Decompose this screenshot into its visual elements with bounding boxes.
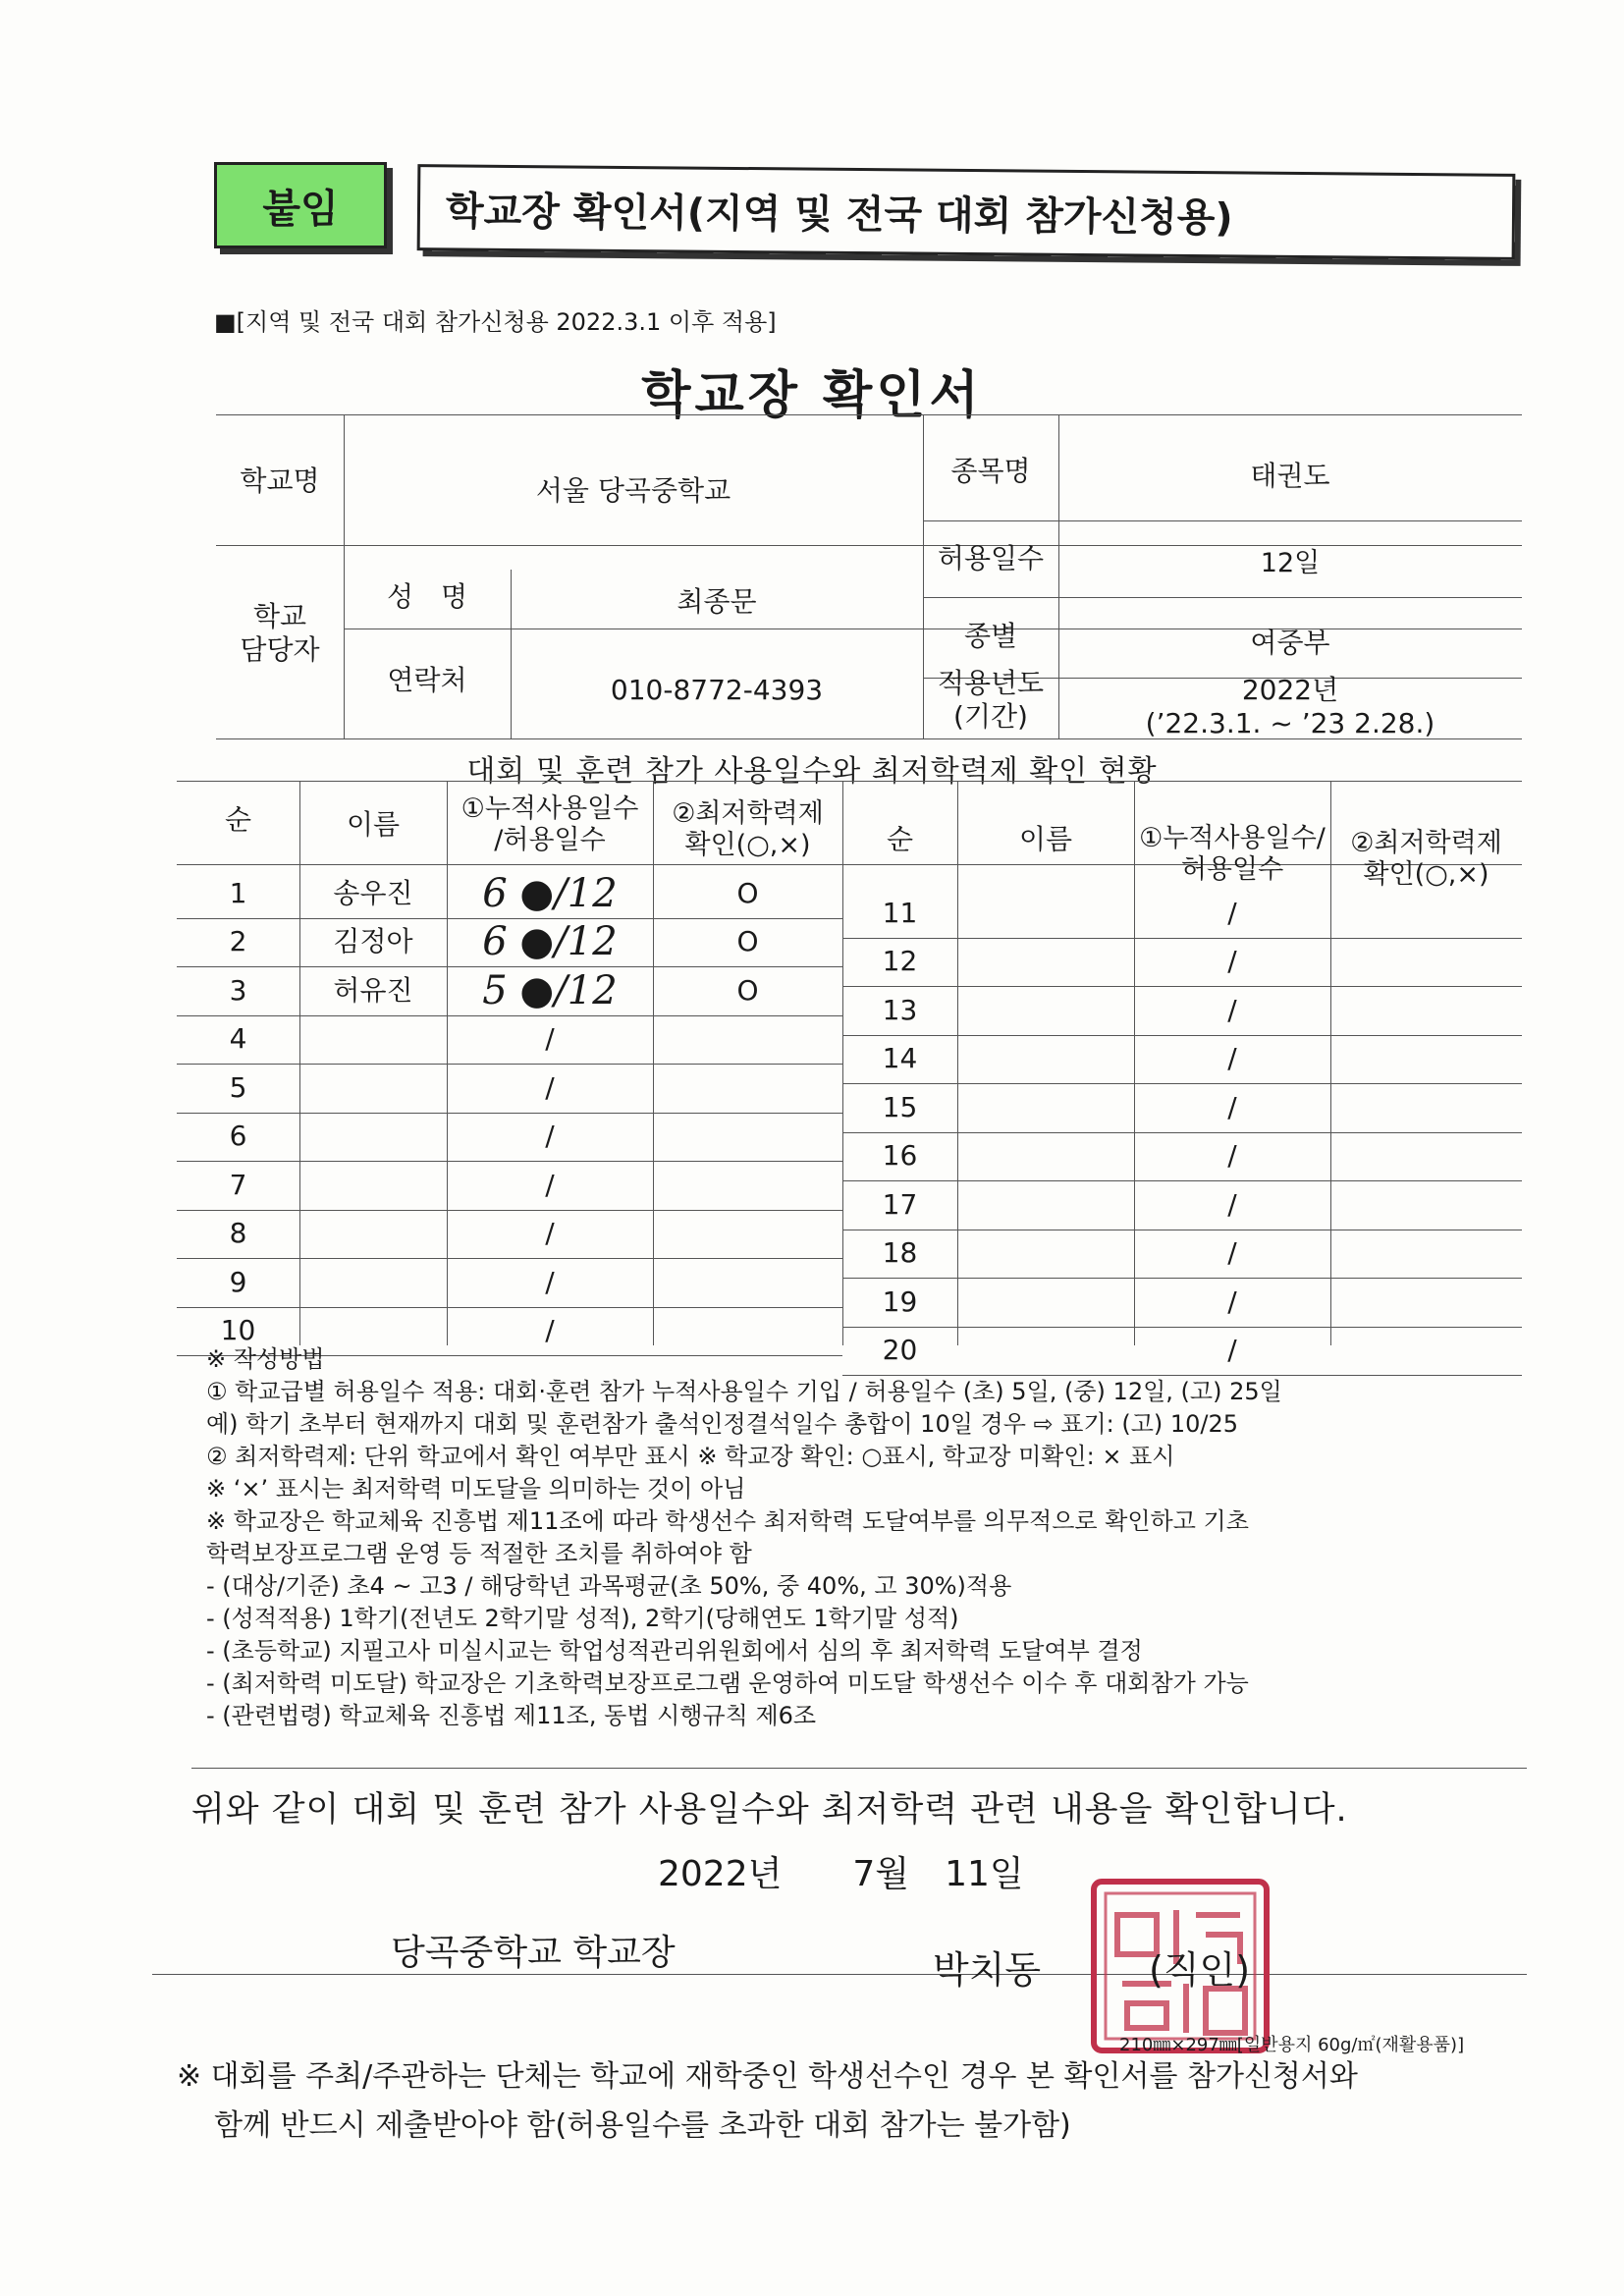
sport-label: 종목명 xyxy=(950,455,1031,488)
table-cell-days: / xyxy=(1227,1187,1237,1221)
table-cell-grade xyxy=(653,1210,842,1259)
note-line: - (대상/기준) 초4 ~ 고3 / 해당학년 과목평균(초 50%, 중 40%, 고 30%)적용 xyxy=(206,1572,1012,1600)
note-line: - (관련법령) 학교체육 진흥법 제11조, 동법 시행규칙 제6조 xyxy=(206,1702,817,1729)
note-line: 학력보장프로그램 운영 등 적절한 조치를 취하여야 함 xyxy=(206,1540,752,1567)
table-cell-grade xyxy=(1330,986,1522,1035)
table-cell-days: / xyxy=(1227,1236,1237,1270)
table-cell-name xyxy=(957,889,1134,938)
table-cell-no: 17 xyxy=(882,1187,918,1221)
signature-date: 2022년 7월 11일 xyxy=(658,1854,1024,1894)
paper-spec: 210㎜×297㎜[일반용지 60g/㎡(재활용품)] xyxy=(1119,2035,1465,2055)
table-cell-days: / xyxy=(1227,1042,1237,1075)
table-cell-grade xyxy=(653,1113,842,1162)
table-cell-no: 3 xyxy=(229,973,247,1007)
header-grade-right: ②최저학력제 확인(○,×) xyxy=(1350,827,1502,890)
table-cell-days: / xyxy=(1227,993,1237,1026)
table-cell-days: / xyxy=(545,1070,555,1104)
table-cell-no: 9 xyxy=(229,1265,247,1298)
table-cell-name xyxy=(957,1132,1134,1181)
table-cell-grade xyxy=(653,1161,842,1210)
table-cell-days: / xyxy=(1227,896,1237,929)
table-cell-no: 14 xyxy=(882,1042,918,1075)
submission-footnote: ※ 대회를 주최/주관하는 단체는 학교에 재학중인 학생선수인 경우 본 확인서를 참가신청서와 함께 반드시 제출받아야 함(허용일수를 초과한 대회 참가는 불가함) xyxy=(177,2059,1358,2143)
note-line: 예) 학기 초부터 현재까지 대회 및 훈련참가 출석인정결석일수 총합이 10일 경우 ⇨ 표기: (고) 10/25 xyxy=(206,1410,1239,1438)
table-cell-days: / xyxy=(1227,1139,1237,1173)
table-cell-name: 허유진 xyxy=(333,973,413,1007)
table-cell-grade xyxy=(1330,1278,1522,1327)
header-no-left: 순 xyxy=(224,803,252,837)
table-cell-name xyxy=(299,1210,447,1259)
section-title: 대회 및 훈련 참가 사용일수와 최저학력제 확인 현황 xyxy=(466,754,1158,789)
header-name-left: 이름 xyxy=(346,808,401,842)
table-cell-name xyxy=(957,1035,1134,1084)
table-cell-no: 13 xyxy=(882,993,918,1026)
header-no-right: 순 xyxy=(886,823,914,856)
table-cell-name xyxy=(299,1113,447,1162)
header-name-right: 이름 xyxy=(1018,823,1073,856)
table-cell-grade xyxy=(1330,1035,1522,1084)
table-cell-no: 2 xyxy=(229,925,247,958)
table-cell-grade xyxy=(653,1015,842,1065)
table-cell-days: / xyxy=(545,1217,555,1250)
form-title-box: 학교장 확인서(지역 및 전국 대회 참가신청용) xyxy=(417,164,1516,260)
table-cell-no: 4 xyxy=(229,1022,247,1056)
note-line: ※ ‘×’ 표시는 최저학력 미도달을 의미하는 것이 아님 xyxy=(206,1475,746,1503)
confirmation-statement: 위와 같이 대회 및 훈련 참가 사용일수와 최저학력 관련 내용을 확인합니다. xyxy=(191,1790,1348,1830)
principal-name: 박치동 xyxy=(933,1948,1042,1992)
header-grade-left: ②최저학력제 확인(○,×) xyxy=(672,797,824,860)
table-cell-no: 7 xyxy=(229,1168,247,1201)
table-cell-grade xyxy=(1330,938,1522,987)
table-cell-grade xyxy=(1330,889,1522,938)
header-days-right: ①누적사용일수/ 허용일수 xyxy=(1139,822,1326,885)
table-cell-grade xyxy=(1330,1132,1522,1181)
note-line: ① 학교급별 허용일수 적용: 대회·훈련 참가 누적사용일수 기입 / 허용일수 (초) 5일, (중) 12일, (고) 25일 xyxy=(206,1378,1282,1405)
contact-label: 연락처 xyxy=(387,663,467,696)
table-cell-name xyxy=(957,986,1134,1035)
table-cell-grade xyxy=(653,1064,842,1113)
table-cell-days: / xyxy=(545,1314,555,1347)
name-label: 성 명 xyxy=(386,579,468,613)
header-days-left: ①누적사용일수 /허용일수 xyxy=(460,793,639,855)
table-cell-name xyxy=(299,1258,447,1307)
sport-value: 태권도 xyxy=(1250,460,1330,493)
table-cell-grade: O xyxy=(736,876,759,909)
table-cell-no: 15 xyxy=(882,1090,918,1123)
table-cell-name xyxy=(957,1278,1134,1327)
table-cell-no: 16 xyxy=(882,1139,918,1173)
table-cell-days: 6 ●/12 xyxy=(482,870,618,916)
school-principal-label: 당곡중학교 학교장 xyxy=(391,1933,676,1973)
table-cell-grade xyxy=(1330,1180,1522,1230)
staff-name-value: 최종문 xyxy=(677,584,757,618)
table-cell-name xyxy=(299,1015,447,1065)
table-cell-grade: O xyxy=(736,925,759,958)
table-cell-days: 6 ●/12 xyxy=(482,919,618,965)
table-cell-name: 김정아 xyxy=(333,925,413,958)
table-cell-no: 20 xyxy=(882,1334,918,1367)
table-cell-days: / xyxy=(545,1022,555,1056)
category-label: 종별 xyxy=(963,620,1018,653)
table-cell-no: 1 xyxy=(229,876,247,909)
table-cell-no: 18 xyxy=(882,1236,918,1270)
seal-label: (직인) xyxy=(1149,1948,1251,1992)
table-cell-no: 19 xyxy=(882,1285,918,1318)
table-cell-no: 11 xyxy=(882,896,918,929)
note-line: ※ 작성방법 xyxy=(206,1345,325,1373)
table-cell-grade xyxy=(653,1258,842,1307)
table-cell-name xyxy=(957,1230,1134,1279)
attachment-badge: 붙임 xyxy=(214,162,387,248)
note-line: - (최저학력 미도달) 학교장은 기초학력보장프로그램 운영하여 미도달 학생선수 이수 후 대회참가 가능 xyxy=(206,1669,1249,1697)
table-cell-no: 5 xyxy=(229,1070,247,1104)
table-cell-no: 10 xyxy=(220,1314,256,1347)
table-cell-days: / xyxy=(1227,945,1237,978)
table-cell-days: / xyxy=(545,1120,555,1153)
table-cell-name xyxy=(957,938,1134,987)
note-line: ※ 학교장은 학교체육 진흥법 제11조에 따라 학생선수 최저학력 도달여부를 의무적으로 확인하고 기초 xyxy=(206,1507,1249,1535)
year-value: 2022년 (’22.3.1. ~ ’23 2.28.) xyxy=(1145,674,1435,739)
contact-value: 010-8772-4393 xyxy=(610,673,824,706)
table-cell-no: 8 xyxy=(229,1217,247,1250)
staff-label: 학교 담당자 xyxy=(240,600,320,666)
category-value: 여중부 xyxy=(1250,627,1330,660)
table-cell-days: / xyxy=(545,1265,555,1298)
table-cell-days: / xyxy=(545,1168,555,1201)
school-name-value: 서울 당곡중학교 xyxy=(535,474,731,508)
school-name-label: 학교명 xyxy=(240,465,320,498)
document-title: 학교장 확인서 xyxy=(641,366,983,425)
table-cell-days: / xyxy=(1227,1285,1237,1318)
note-line: - (성적적용) 1학기(전년도 2학기말 성적), 2학기(당해연도 1학기말 성적) xyxy=(206,1605,959,1632)
writing-instructions xyxy=(206,1343,1512,1732)
table-cell-name xyxy=(957,1083,1134,1132)
note-line: - (초등학교) 지필고사 미실시교는 학업성적관리위원회에서 심의 후 최저학력 도달여부 결정 xyxy=(206,1637,1143,1665)
table-cell-name: 송우진 xyxy=(333,876,413,909)
allowed-days-value: 12일 xyxy=(1260,547,1321,578)
table-cell-days: 5 ●/12 xyxy=(482,967,618,1013)
note-line: ② 최저학력제: 단위 학교에서 확인 여부만 표시 ※ 학교장 확인: ○표시, 학교장 미확인: × 표시 xyxy=(206,1443,1175,1470)
year-label: 적용년도 (기간) xyxy=(937,667,1045,733)
table-cell-no: 6 xyxy=(229,1120,247,1153)
table-cell-days: / xyxy=(1227,1090,1237,1123)
table-cell-grade xyxy=(1330,1083,1522,1132)
applies-note: ■[지역 및 전국 대회 참가신청용 2022.3.1 이후 적용] xyxy=(214,308,777,336)
allowed-days-label: 허용일수 xyxy=(937,542,1045,575)
table-cell-grade: O xyxy=(736,973,759,1007)
table-cell-name xyxy=(299,1161,447,1210)
table-cell-no: 12 xyxy=(882,945,918,978)
table-cell-grade xyxy=(1330,1230,1522,1279)
table-cell-name xyxy=(299,1064,447,1113)
table-cell-days: / xyxy=(1227,1334,1237,1367)
table-cell-name xyxy=(957,1180,1134,1230)
